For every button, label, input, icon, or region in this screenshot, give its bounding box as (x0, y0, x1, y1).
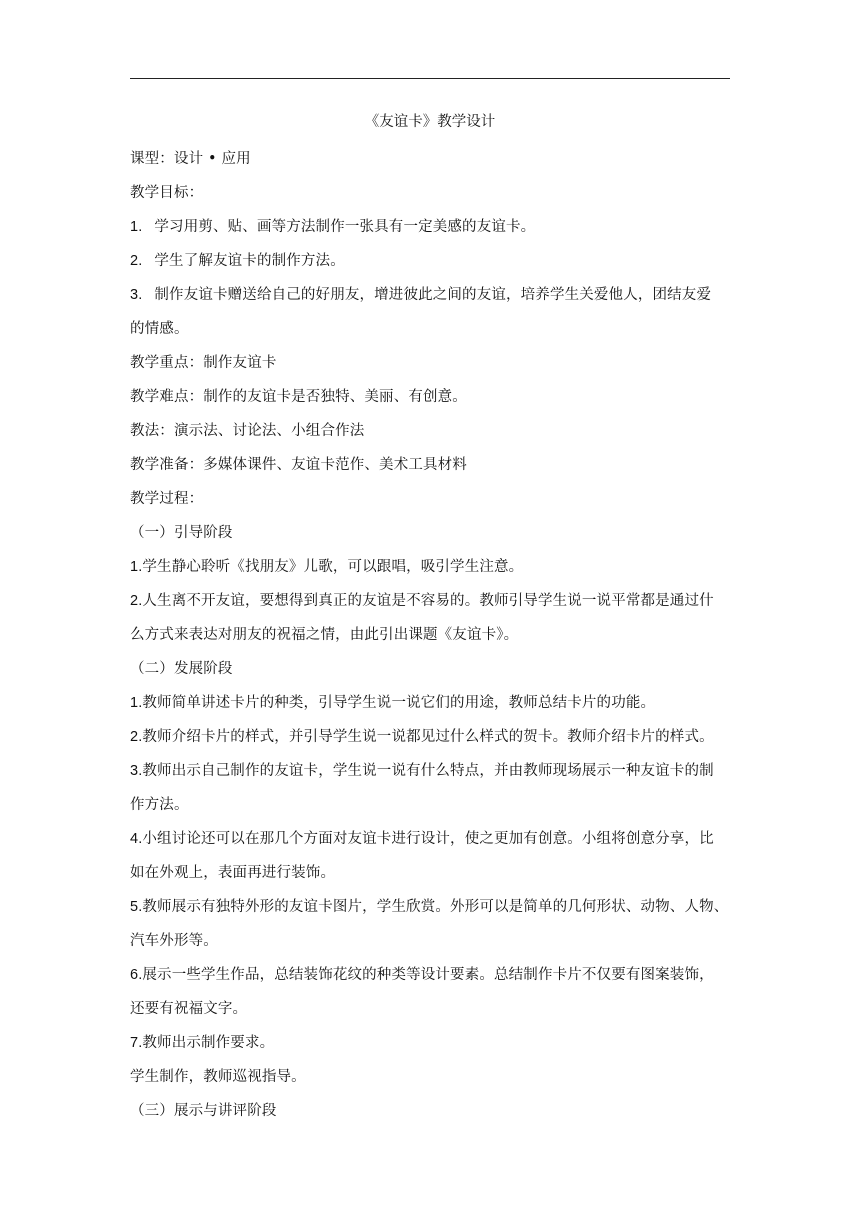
objective-number: 3. (130, 287, 143, 303)
item-number: 3. (130, 763, 143, 779)
objective-continuation: 的情感。 (130, 321, 189, 337)
preparation: 教学准备：多媒体课件、友谊卡范作、美术工具材料 (130, 457, 467, 473)
teaching-methods: 教法：演示法、讨论法、小组合作法 (130, 423, 365, 439)
item-number: 6. (130, 967, 143, 983)
item-text: 展示一些学生作品，总结装饰花纹的种类等设计要素。总结制作卡片不仅要有图案装饰， (142, 967, 714, 983)
item-number: 1. (130, 559, 143, 575)
item-continuation: 汽车外形等。 (130, 933, 218, 949)
item-continuation: 作方法。 (130, 797, 189, 813)
stage-heading: （二）发展阶段 (130, 661, 233, 677)
objective-item (130, 244, 730, 278)
stage-item (130, 720, 730, 754)
item-text: 教师简单讲述卡片的种类，引导学生说一说它们的用途，教师总结卡片的功能。 (142, 695, 656, 711)
item-text: 教师出示自己制作的友谊卡，学生说一说有什么特点，并由教师现场展示一种友谊卡的制 (142, 763, 714, 779)
item-text: 教师出示制作要求。 (142, 1035, 275, 1051)
item-number: 5. (130, 899, 143, 915)
objective-number: 1. (130, 219, 143, 235)
header-rule (130, 78, 730, 79)
stage-note: 学生制作，教师巡视指导。 (130, 1069, 306, 1085)
stage-item (130, 686, 730, 720)
item-text: 人生离不开友谊，要想得到真正的友谊是不容易的。教师引导学生说一说平常都是通过什 (142, 593, 714, 609)
difficulty: 教学难点：制作的友谊卡是否独特、美丽、有创意。 (130, 389, 467, 405)
course-type: 课型：设计 • 应用 (130, 151, 251, 167)
stage-item (130, 1026, 730, 1060)
process-heading: 教学过程： (130, 491, 204, 507)
stage-item (130, 550, 730, 584)
stage-item (130, 958, 730, 992)
objective-text: 学习用剪、贴、画等方法制作一张具有一定美感的友谊卡。 (154, 219, 536, 235)
objective-item (130, 210, 730, 244)
item-continuation: 么方式来表达对朋友的祝福之情，由此引出课题《友谊卡》。 (130, 627, 519, 643)
stage-item (130, 754, 730, 788)
item-number: 1. (130, 695, 143, 711)
stage-heading: （三）展示与讲评阶段 (130, 1103, 277, 1119)
objective-text: 制作友谊卡赠送给自己的好朋友，增进彼此之间的友谊，培养学生关爱他人，团结友爱 (154, 287, 712, 303)
item-text: 学生静心聆听《找朋友》儿歌，可以跟唱，吸引学生注意。 (142, 559, 524, 575)
item-number: 2. (130, 729, 143, 745)
document-body (130, 142, 730, 1128)
key-point: 教学重点：制作友谊卡 (130, 355, 277, 371)
objective-number: 2. (130, 253, 143, 269)
objectives-heading: 教学目标： (130, 185, 204, 201)
item-number: 4. (130, 831, 143, 847)
item-number: 2. (130, 593, 143, 609)
item-number: 7. (130, 1035, 143, 1051)
objective-item (130, 278, 730, 312)
objective-text: 学生了解友谊卡的制作方法。 (154, 253, 345, 269)
item-text: 教师介绍卡片的样式，并引导学生说一说都见过什么样式的贺卡。教师介绍卡片的样式。 (142, 729, 714, 745)
item-text: 小组讨论还可以在那几个方面对友谊卡进行设计，使之更加有创意。小组将创意分享，比 (142, 831, 714, 847)
stage-item (130, 584, 730, 618)
item-continuation: 如在外观上，表面再进行装饰。 (130, 865, 336, 881)
item-continuation: 还要有祝福文字。 (130, 1001, 248, 1017)
document-title: 《友谊卡》教学设计 (364, 114, 496, 130)
stage-item (130, 890, 730, 924)
item-text: 教师展示有独特外形的友谊卡图片，学生欣赏。外形可以是简单的几何形状、动物、人物、 (142, 899, 729, 915)
stage-heading: （一）引导阶段 (130, 525, 233, 541)
stage-item (130, 822, 730, 856)
